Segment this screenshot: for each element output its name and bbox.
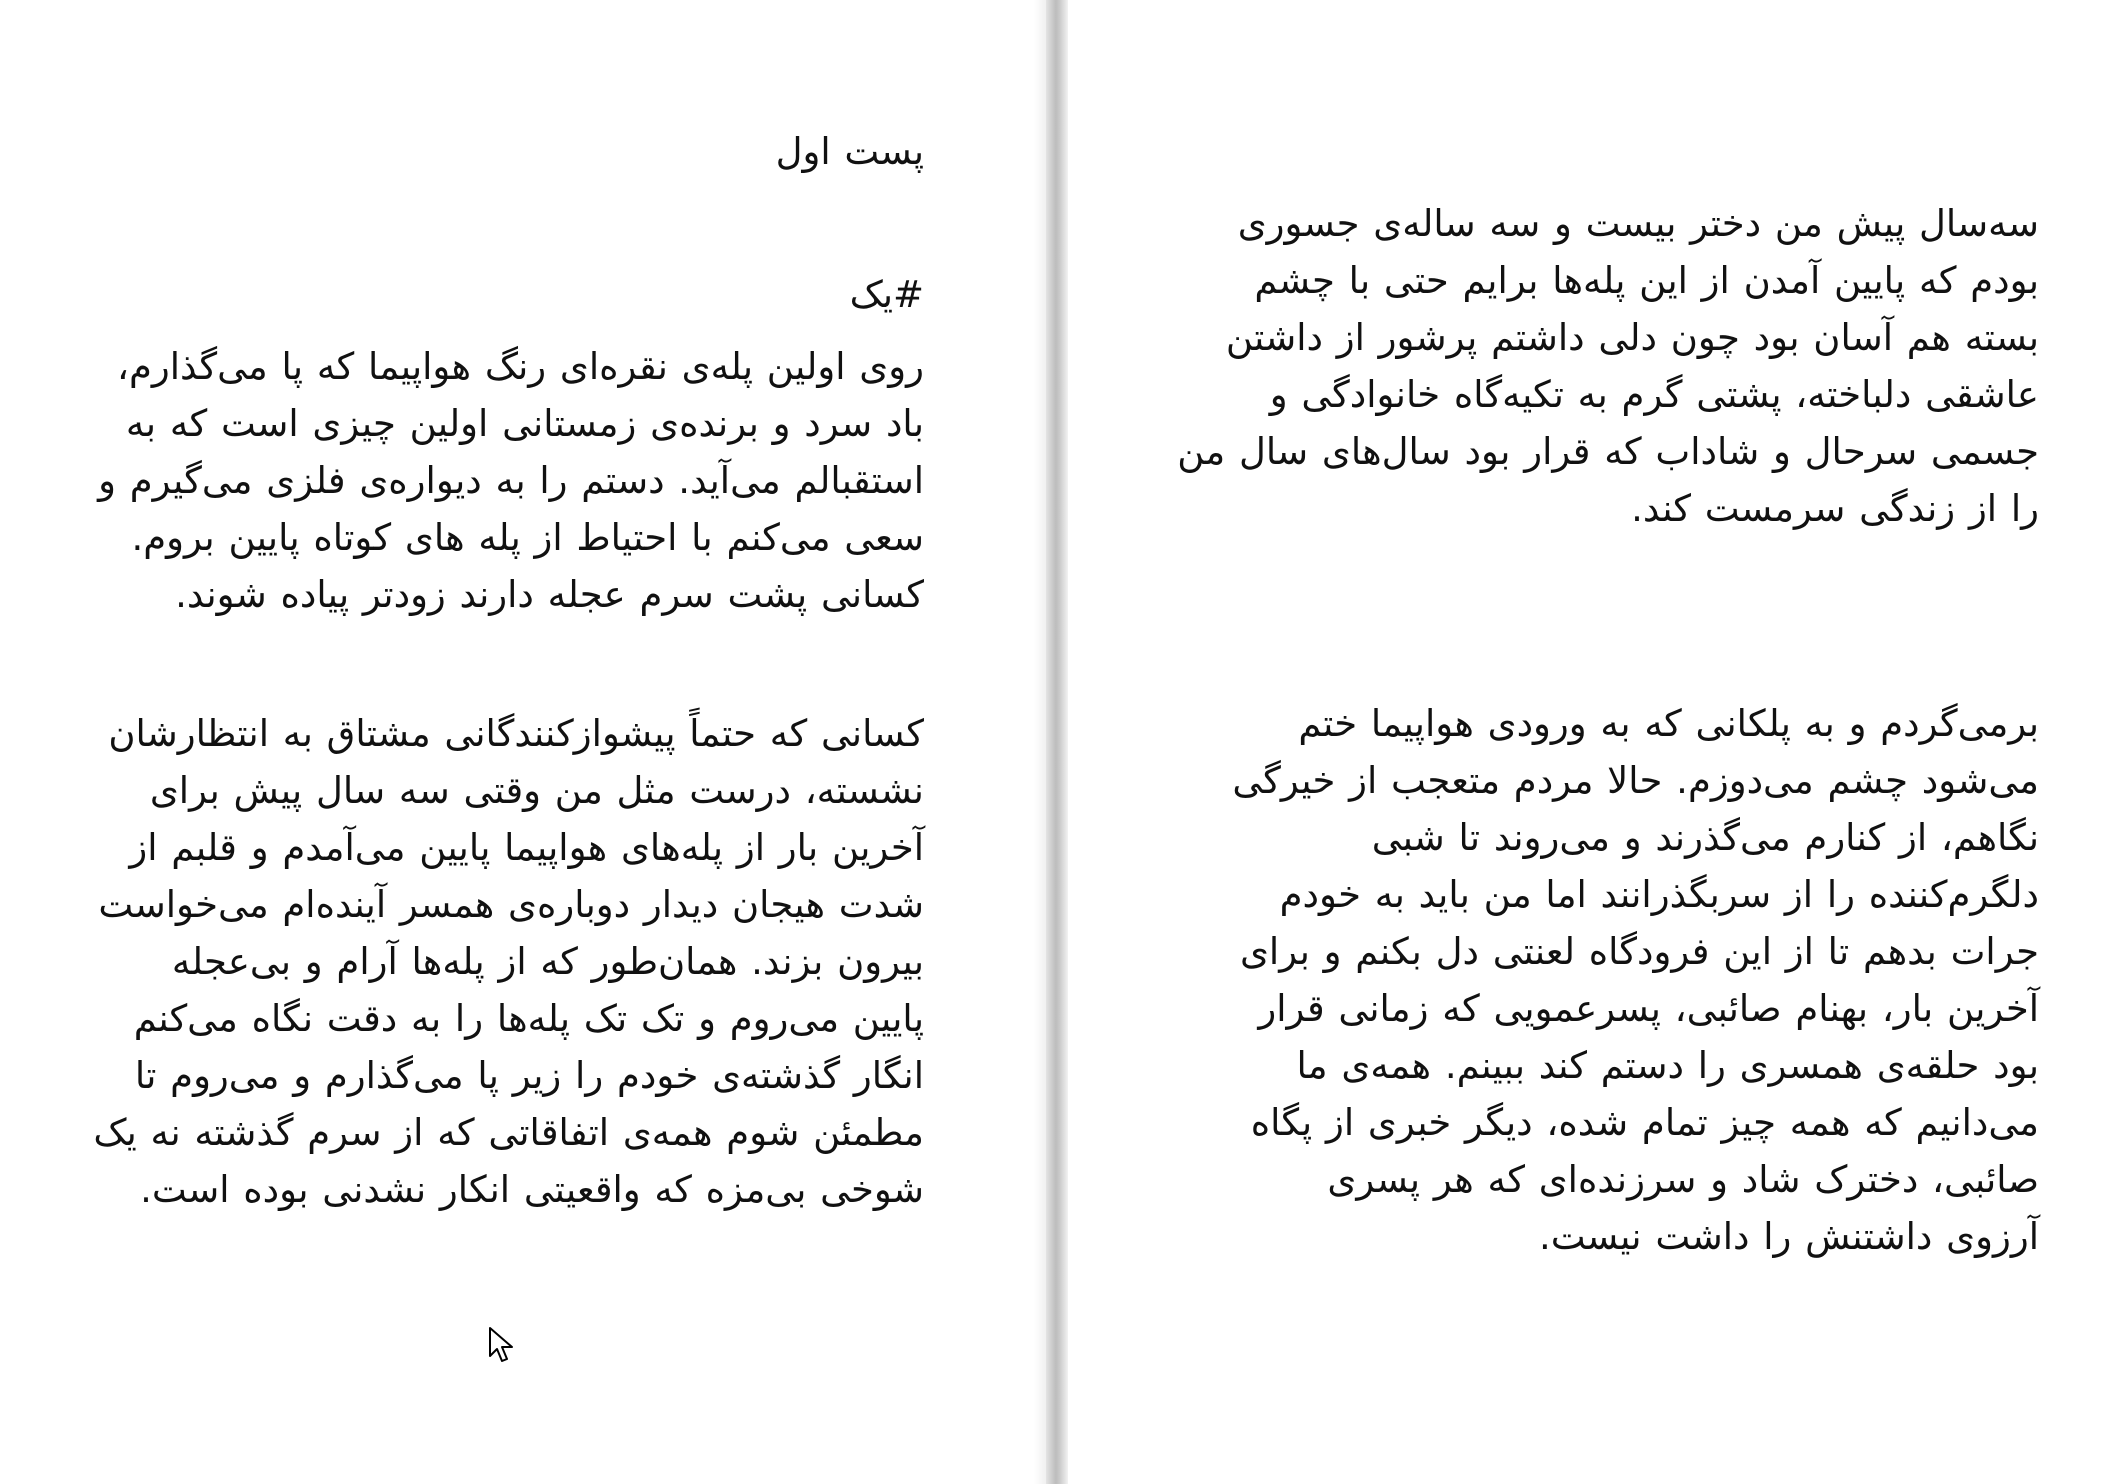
post-title: پست اول: [775, 130, 924, 173]
right-paragraph-2: برمی‌گردم و به پلکانی که به ورودی هواپیما ختم می‌شود چشم می‌دوزم. حالا مردم متعجب از خیرگی نگاهم، از کنارم می‌گذرند و می‌روند تا شبی دلگرم‌کننده را از سربگذرانند اما من باید به خودم جرات بدهم تا از این فرودگاه لعنتی دل بکنم و برای آخرین بار، بهنام صائبی، پسرعمویی که زمانی قرار بود حلقه‌ی همسری را دستم کند ببینم. همه‌ی ما می‌دانیم که همه چیز تمام شده، دیگر خبری از پگاه صائبی، دخترک شاد و سرزنده‌ای که هر پسری آرزوی داشتنش را داشت نیست.: [1232, 702, 2039, 1258]
left-paragraph-2: کسانی که حتماً پیشوازکنندگانی مشتاق به انتظارشان نشسته، درست مثل من وقتی سه سال پیش برای آخرین بار از پله‌های هواپیما پایین می‌آمدم و قلبم از شدت هیجان دیدار دوباره‌ی همسر آینده‌ام می‌خواست بیرون بزند. همان‌طور که از پله‌ها آرام و بی‌عجله پایین می‌روم و تک تک پله‌ها را به دقت نگاه می‌کنم انگار گذشته‌ی خودم را زیر پا می‌گذارم و می‌روم تا مطمئن شوم همه‌ی اتفاقاتی که از سرم گذشته نه یک شوخی بی‌مزه که واقعیتی انکار نشدنی بوده است.: [93, 712, 924, 1211]
left-paragraph-1: روی اولین پله‌ی نقره‌ای رنگ هواپیما که پا می‌گذارم، باد سرد و برنده‌ی زمستانی اولین چیزی است که به استقبالم می‌آید. دستم را به دیواره‌ی فلزی می‌گیرم و سعی می‌کنم با احتیاط از پله های کوتاه پایین بروم. کسانی پشت سرم عجله دارند زودتر پیاده شوند.: [98, 345, 924, 616]
page-gutter: [1046, 0, 1068, 1484]
right-paragraph-1: سه‌سال پیش من دختر بیست و سه ساله‌ی جسوری بودم که پایین آمدن از این پله‌ها برایم حتی با چشم بسته هم آسان بود چون دلی داشتم پرشور از داشتن عاشقی دلباخته، پشتی گرم به تکیه‌گاه خانوادگی و جسمی سرحال و شاداب که قرار بود سال‌های سال من را از زندگی سرمست کند.: [1177, 202, 2039, 530]
hashtag-heading: #یک: [849, 273, 924, 316]
mouse-pointer-icon: [488, 1326, 516, 1366]
left-page: [0, 0, 1046, 1484]
right-page: [1068, 0, 2118, 1484]
gutter-shadow-left: [1034, 0, 1046, 1484]
